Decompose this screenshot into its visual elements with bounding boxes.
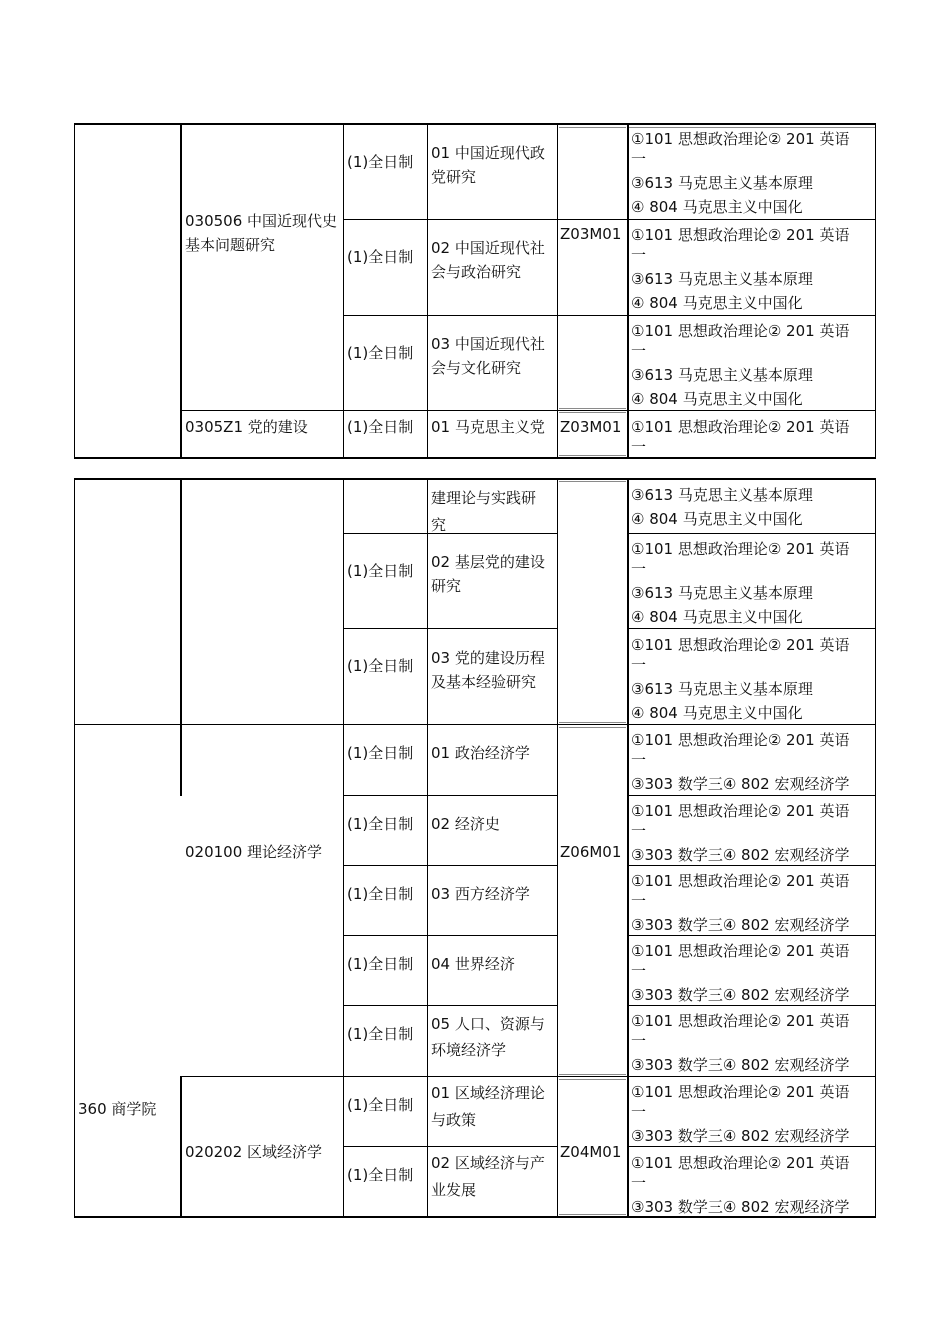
research-direction: 05 人口、资源与 环境经济学 — [431, 1015, 545, 1059]
exam-subjects: ①101 思想政治理论② 201 英语 一 — [631, 418, 850, 456]
table2-col-divider — [427, 478, 428, 1218]
study-mode: (1)全日制 — [347, 153, 414, 171]
study-mode: (1)全日制 — [347, 1096, 414, 1114]
table2-col-divider — [343, 478, 344, 1218]
unit-code: Z06M01 — [560, 843, 622, 861]
research-direction: 建理论与实践研 究 — [431, 489, 537, 534]
research-direction: 03 西方经济学 — [431, 885, 530, 903]
table1-col-divider — [427, 123, 428, 459]
unit-cell-box — [559, 722, 626, 723]
exam-subjects: ①101 思想政治理论② 201 英语 一 ③303 数学三④ 802 宏观经济学 — [631, 1083, 850, 1145]
study-mode: (1)全日制 — [347, 1166, 414, 1184]
research-direction: 02 基层党的建设 研究 — [431, 553, 545, 595]
study-mode: (1)全日制 — [347, 955, 414, 973]
table2-row-divider — [343, 935, 557, 936]
exam-subjects: ③613 马克思主义基本原理 ④ 804 马克思主义中国化 — [631, 486, 813, 528]
table2-row-divider — [343, 795, 557, 796]
study-mode: (1)全日制 — [347, 815, 414, 833]
research-direction: 01 马克思主义党 — [431, 418, 545, 436]
exam-subjects: ①101 思想政治理论② 201 英语 一 ③303 数学三④ 802 宏观经济学 — [631, 942, 850, 1004]
table2-top-border — [74, 478, 876, 480]
table2-right-border — [875, 478, 876, 1218]
exam-subjects: ①101 思想政治理论② 201 英语 一 ③303 数学三④ 802 宏观经济学 — [631, 1154, 850, 1216]
exam-subjects: ①101 思想政治理论② 201 英语 一 ③613 马克思主义基本原理 ④ 804 马克思主义中国化 — [631, 540, 850, 626]
exam-subjects: ①101 思想政治理论② 201 英语 一 ③613 马克思主义基本原理 ④ 804 马克思主义中国化 — [631, 322, 850, 408]
unit-cell-box — [559, 412, 626, 413]
table2-row-divider — [343, 1005, 557, 1006]
table2-left-border — [74, 478, 75, 1218]
research-direction: 03 中国近现代社 会与文化研究 — [431, 335, 545, 377]
unit-cell-box — [559, 455, 626, 456]
table1-right-border — [875, 123, 876, 459]
exam-subjects: ①101 思想政治理论② 201 英语 一 ③303 数学三④ 802 宏观经济学 — [631, 872, 850, 934]
table1-row-divider — [343, 219, 876, 220]
table1-row-divider — [343, 315, 876, 316]
exam-subjects: ①101 思想政治理论② 201 英语 一 ③303 数学三④ 802 宏观经济学 — [631, 1012, 850, 1074]
table2-col-divider — [557, 478, 558, 1218]
research-direction: 02 中国近现代社 会与政治研究 — [431, 239, 545, 281]
research-direction: 02 经济史 — [431, 815, 500, 833]
study-mode: (1)全日制 — [347, 344, 414, 362]
exam-subjects: ①101 思想政治理论② 201 英语 一 ③613 马克思主义基本原理 ④ 804 马克思主义中国化 — [631, 130, 850, 216]
table1-col-divider — [343, 123, 344, 459]
table2-col-divider — [180, 478, 182, 724]
major-name: 020100 理论经济学 — [185, 843, 323, 861]
research-direction: 01 区域经济理论 与政策 — [431, 1084, 545, 1129]
exam-subjects: ①101 思想政治理论② 201 英语 一 ③613 马克思主义基本原理 ④ 804 马克思主义中国化 — [631, 636, 850, 722]
unit-code: Z03M01 — [560, 225, 622, 243]
college-name: 360 商学院 — [78, 1100, 157, 1118]
table2-row-divider — [343, 1146, 557, 1147]
table2-row-divider — [628, 533, 876, 534]
unit-cell-box — [559, 127, 626, 128]
unit-cell-box — [559, 1074, 626, 1075]
unit-cell-box — [559, 408, 626, 409]
table2-col-divider — [180, 1076, 182, 1218]
major-name: 030506 中国近现代史 基本问题研究 — [185, 212, 338, 254]
study-mode: (1)全日制 — [347, 418, 414, 436]
major-name: 020202 区域经济学 — [185, 1143, 323, 1161]
study-mode: (1)全日制 — [347, 562, 414, 580]
research-direction: 01 政治经济学 — [431, 744, 530, 762]
study-mode: (1)全日制 — [347, 885, 414, 903]
study-mode: (1)全日制 — [347, 744, 414, 762]
unit-cell-box — [559, 1214, 626, 1215]
research-direction: 04 世界经济 — [431, 955, 515, 973]
table1-left-border — [74, 123, 75, 459]
table1-col-divider — [557, 123, 558, 459]
research-direction: 02 区域经济与产 业发展 — [431, 1154, 545, 1199]
unit-cell-box — [559, 481, 626, 482]
unit-cell-box — [559, 727, 626, 728]
exam-subjects: ①101 思想政治理论② 201 英语 一 ③303 数学三④ 802 宏观经济学 — [631, 802, 850, 864]
study-mode: (1)全日制 — [347, 657, 414, 675]
table2-col-divider — [627, 478, 629, 1218]
study-mode: (1)全日制 — [347, 248, 414, 266]
unit-cell-box — [559, 1079, 626, 1080]
table1-col-divider — [180, 123, 182, 459]
table2-row-divider — [343, 628, 557, 629]
major-name: 0305Z1 党的建设 — [185, 418, 308, 436]
table1-top-border — [74, 123, 876, 125]
table2-col-divider — [180, 724, 182, 796]
table2-row-divider — [343, 865, 557, 866]
exam-subjects: ①101 思想政治理论② 201 英语 一 ③303 数学三④ 802 宏观经济学 — [631, 731, 850, 793]
exam-subjects: ①101 思想政治理论② 201 英语 一 ③613 马克思主义基本原理 ④ 804 马克思主义中国化 — [631, 226, 850, 312]
research-direction: 01 中国近现代政 党研究 — [431, 144, 545, 186]
research-direction: 03 党的建设历程 及基本经验研究 — [431, 649, 545, 691]
unit-code: Z04M01 — [560, 1143, 622, 1161]
table1-col-divider — [627, 123, 629, 459]
unit-code: Z03M01 — [560, 418, 622, 436]
study-mode: (1)全日制 — [347, 1025, 414, 1043]
